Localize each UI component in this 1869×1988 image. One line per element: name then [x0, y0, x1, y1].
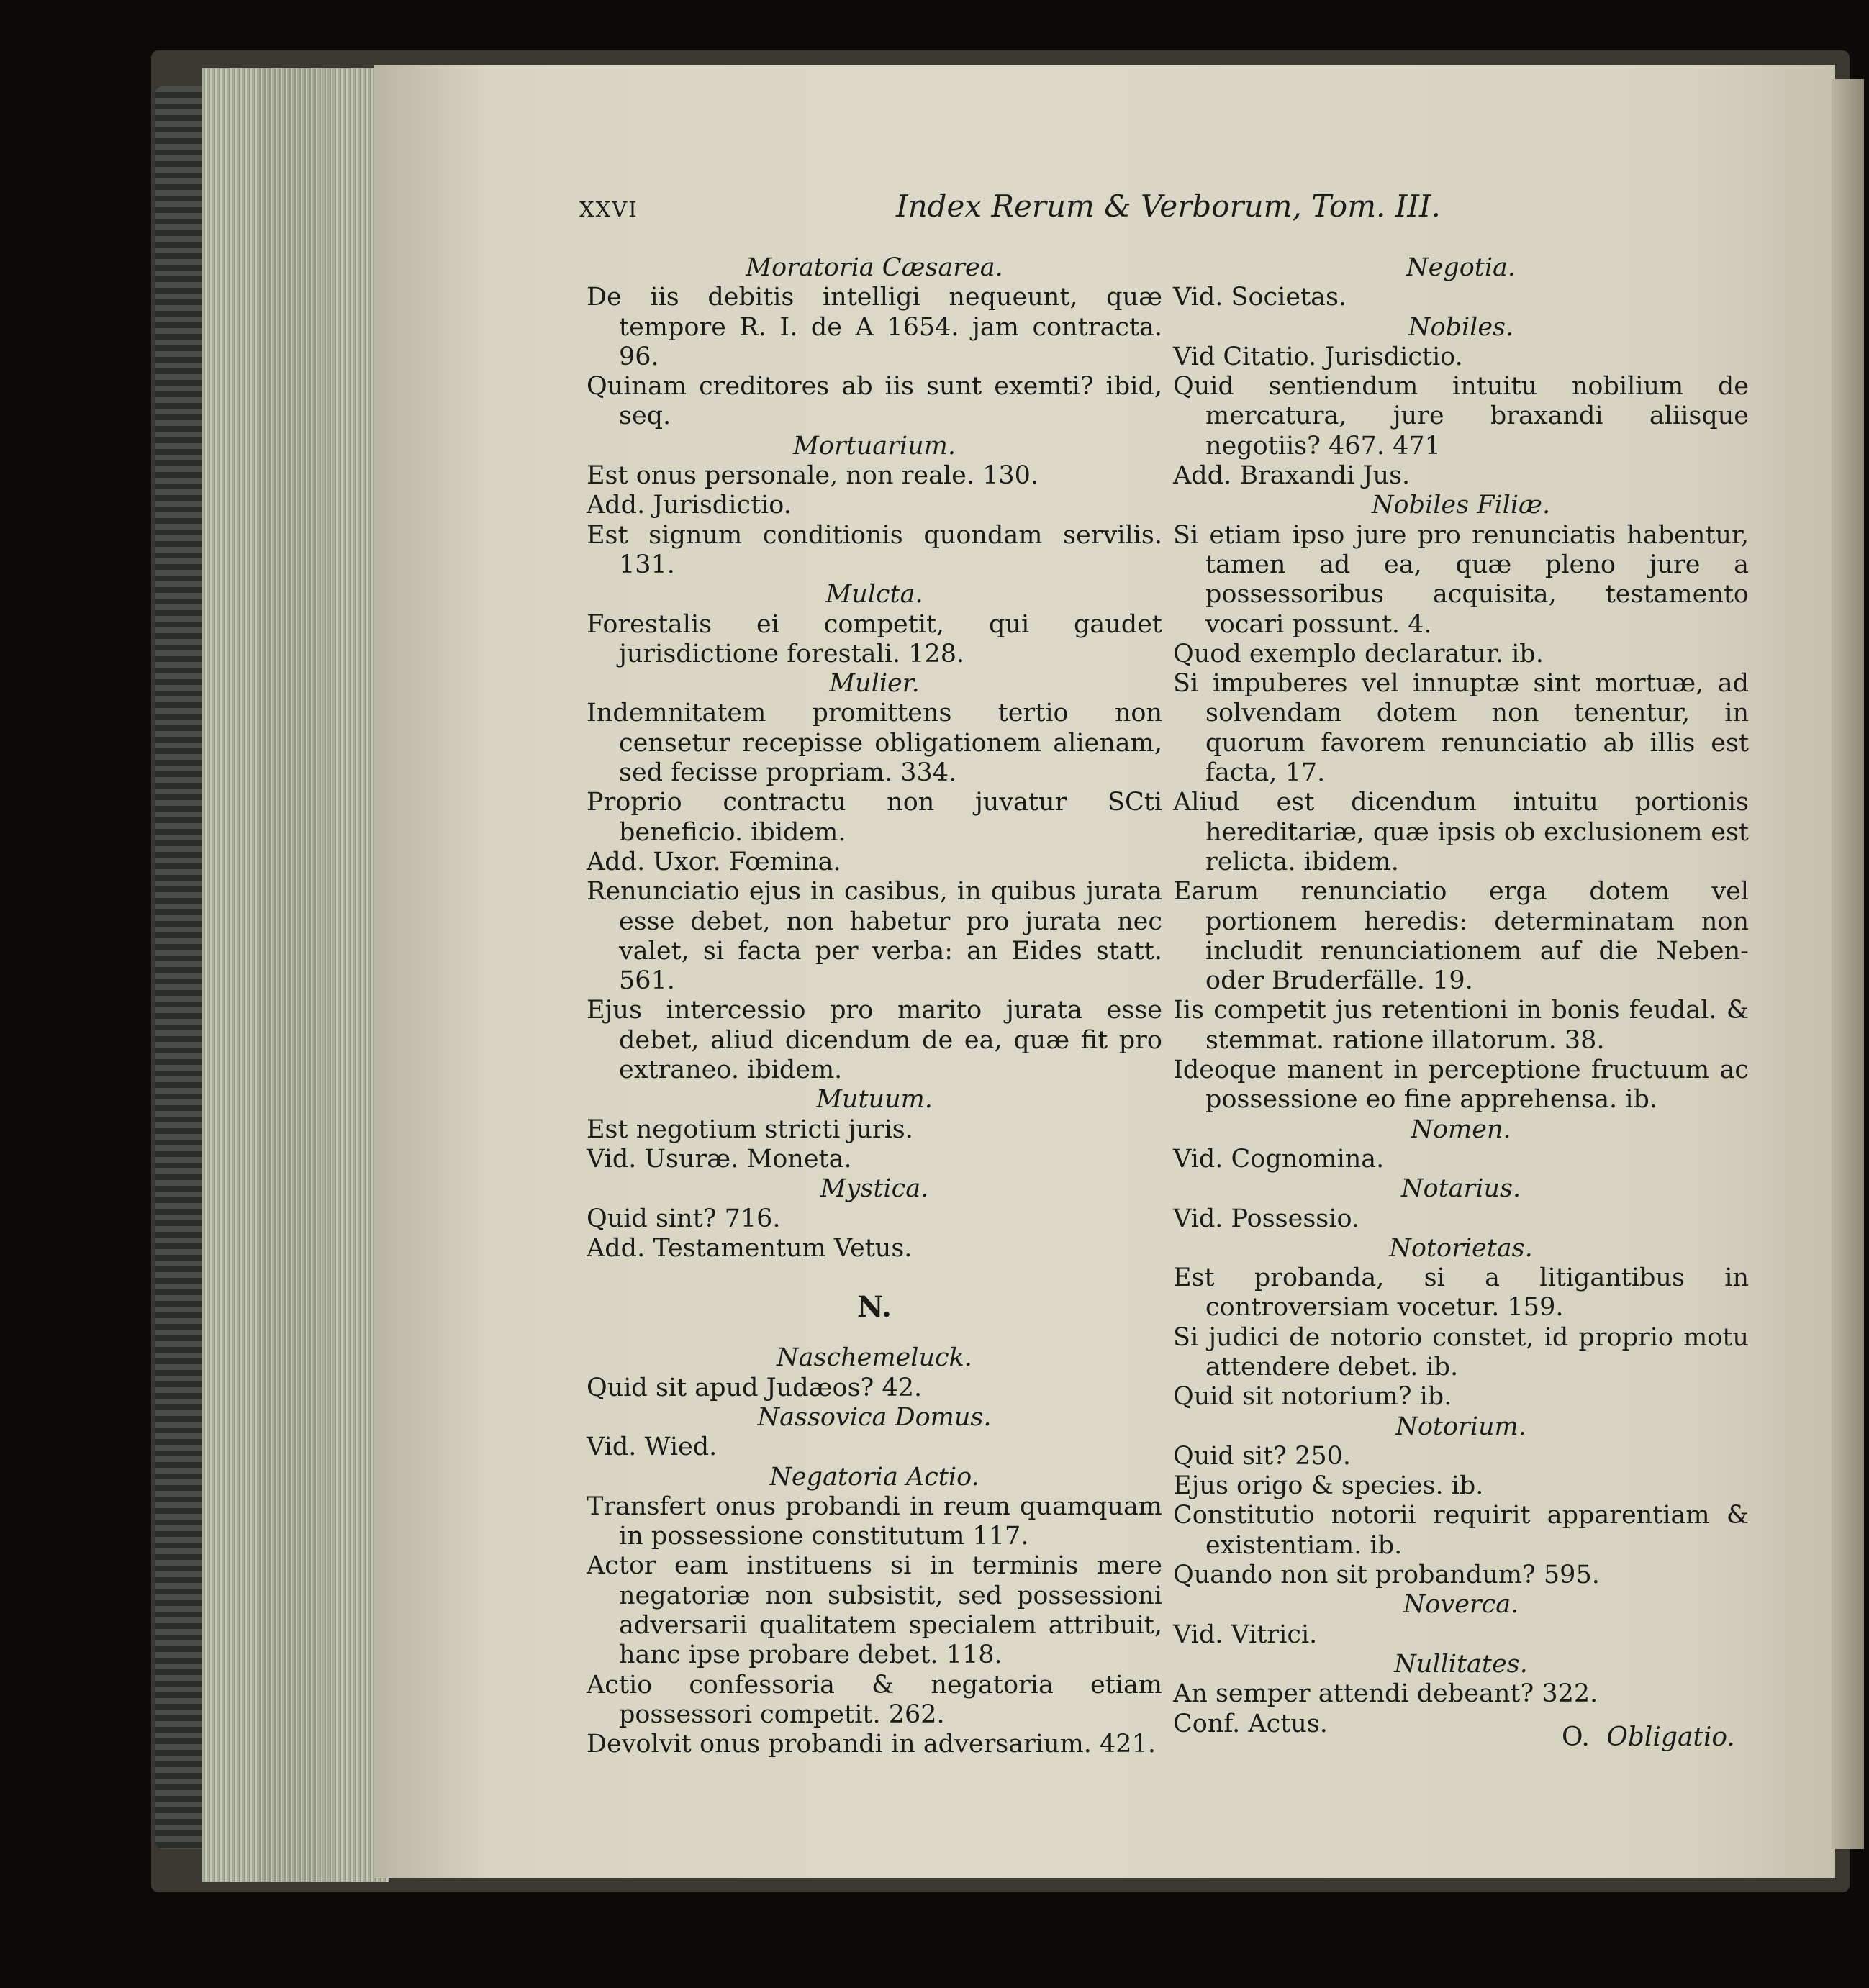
index-entry: Si impuberes vel innuptæ sint mortuæ, ad solvendam dotem non tenentur, in quorum favorem renunciatio ab illis est facta, 17. — [1173, 669, 1749, 788]
index-entry: Add. Jurisdictio. — [587, 491, 792, 520]
index-entry: Est negotium stricti juris. — [587, 1115, 913, 1144]
index-heading: Notorium. — [1395, 1412, 1526, 1441]
index-entry: Vid. Societas. — [1173, 283, 1347, 312]
index-entry: Si etiam ipso jure pro renunciatis habentur, tamen ad ea, quæ pleno jure a possessoribus acquisita, testamento vocari possunt. 4. — [1173, 520, 1749, 639]
index-entry: Quid sit? 250. — [1173, 1441, 1351, 1471]
running-title: Index Rerum & Verborum, Tom. III. — [896, 189, 1441, 224]
index-heading: Negotia. — [1406, 253, 1516, 282]
index-heading: Mystica. — [820, 1174, 929, 1204]
index-entry: Actio confessoria & negatoria etiam possessori competit. 262. — [587, 1670, 1162, 1729]
index-entry: Forestalis ei competit, qui gaudet jurisdictione forestali. 128. — [587, 609, 1162, 668]
index-entry: Vid. Wied. — [587, 1433, 718, 1462]
index-heading: Moratoria Cæsarea. — [746, 253, 1003, 282]
index-entry: Aliud est dicendum intuitu portionis hereditariæ, quæ ipsis ob exclusionem est relicta. ibidem. — [1173, 788, 1749, 876]
index-heading: Mulcta. — [825, 580, 923, 609]
index-entry: Transfert onus probandi in reum quamquam in possessione constitutum 117. — [587, 1492, 1162, 1551]
index-entry: Proprio contractu non juvatur SCti beneficio. ibidem. — [587, 788, 1162, 847]
index-entry: Add. Uxor. Fœmina. — [587, 847, 841, 876]
index-heading: Mulier. — [829, 669, 920, 699]
index-entry: Quid sint? 716. — [587, 1204, 781, 1233]
index-entry: Iis competit jus retentioni in bonis feudal. & stemmat. ratione illatorum. 38. — [1173, 996, 1749, 1055]
index-entry: Est onus personale, non reale. 130. — [587, 461, 1039, 491]
index-heading: Noverca. — [1403, 1590, 1519, 1620]
index-entry: Quid sit notorium? ib. — [1173, 1382, 1452, 1412]
index-heading: Negatoria Actio. — [769, 1462, 979, 1492]
index-heading: Nobiles. — [1408, 312, 1514, 342]
index-entry: Renunciatio ejus in casibus, in quibus jurata esse debet, non habetur pro jurata nec valet, si facta per verba: an Eides statt. 561. — [587, 877, 1162, 996]
left-column — [587, 253, 1162, 1760]
index-entry: An semper attendi debeant? 322. — [1173, 1679, 1598, 1709]
index-entry: Vid. Usuræ. Moneta. — [587, 1144, 852, 1174]
index-entry: Vid. Cognomina. — [1173, 1144, 1385, 1174]
page-edges — [202, 68, 389, 1882]
book-spine — [155, 86, 205, 1849]
index-entry: Ideoque manent in perceptione fructuum ac possessione eo fine apprehensa. ib. — [1173, 1056, 1749, 1115]
index-entry: De iis debitis intelligi nequeunt, quæ tempore R. I. de A 1654. jam contracta. 96. — [587, 283, 1162, 371]
index-heading: Nobiles Filiæ. — [1371, 491, 1551, 520]
index-entry: Earum renunciatio erga dotem vel portionem heredis: determinatam non includit renunciationem auf die Neben- oder Bruderfälle. 19. — [1173, 877, 1749, 996]
index-entry: Ejus origo & species. ib. — [1173, 1471, 1484, 1501]
index-entry: Ejus intercessio pro marito jurata esse debet, aliud dicendum de ea, quæ fit pro extraneo. ibidem. — [587, 996, 1162, 1085]
index-heading: Notarius. — [1400, 1174, 1521, 1204]
index-entry: Vid Citatio. Jurisdictio. — [1173, 342, 1463, 371]
index-entry: Quinam creditores ab iis sunt exemti? ibid, seq. — [587, 372, 1162, 431]
index-entry: Quid sentiendum intuitu nobilium de mercatura, jure braxandi aliisque negotiis? 467. 471 — [1173, 372, 1749, 460]
index-heading: Nassovica Domus. — [757, 1402, 992, 1432]
catchword — [1562, 1723, 1735, 1752]
index-entry: Constitutio notorii requirit apparentiam & existentiam. ib. — [1173, 1501, 1749, 1560]
index-entry: Vid. Vitrici. — [1173, 1620, 1318, 1649]
index-entry: Add. Braxandi Jus. — [1173, 461, 1411, 491]
right-column — [1173, 253, 1749, 1739]
index-entry: Devolvit onus probandi in adversarium. 421. — [587, 1730, 1156, 1759]
catchword-text: Obligatio. — [1606, 1723, 1735, 1752]
index-entry: Quod exemplo declaratur. ib. — [1173, 639, 1544, 668]
index-heading: Mutuum. — [816, 1085, 933, 1115]
index-entry: Est probanda, si a litigantibus in controversiam vocetur. 159. — [1173, 1263, 1749, 1322]
page-number: xxvi — [579, 189, 638, 224]
index-entry: Conf. Actus. — [1173, 1709, 1328, 1738]
index-heading: Nullitates. — [1394, 1649, 1528, 1679]
index-heading: Nomen. — [1411, 1115, 1511, 1144]
catchword-letter: O. — [1562, 1723, 1590, 1752]
index-entry: Actor eam instituens si in terminis mere negatoriæ non subsistit, sed possessioni adversarii qualitatem specialem attribuit, hanc ipse probare debet. 118. — [587, 1551, 1162, 1670]
index-entry: Add. Testamentum Vetus. — [587, 1233, 913, 1263]
index-entry: Est signum conditionis quondam servilis. 131. — [587, 520, 1162, 579]
index-heading: Notorietas. — [1389, 1233, 1533, 1263]
index-entry: Quando non sit probandum? 595. — [1173, 1561, 1600, 1590]
index-entry: Indemnitatem promittens tertio non censetur recepisse obligationem alienam, sed fecisse propriam. 334. — [587, 699, 1162, 788]
index-heading: Mortuarium. — [793, 431, 956, 460]
index-entry: Quid sit apud Judæos? 42. — [587, 1373, 923, 1402]
index-entry: Si judici de notorio constet, id proprio motu attendere debet. ib. — [1173, 1322, 1749, 1381]
index-heading: Naschemeluck. — [777, 1343, 972, 1373]
facing-page-edge — [1832, 79, 1864, 1849]
section-letter: N. — [857, 1290, 892, 1325]
index-entry: Vid. Possessio. — [1173, 1204, 1360, 1233]
